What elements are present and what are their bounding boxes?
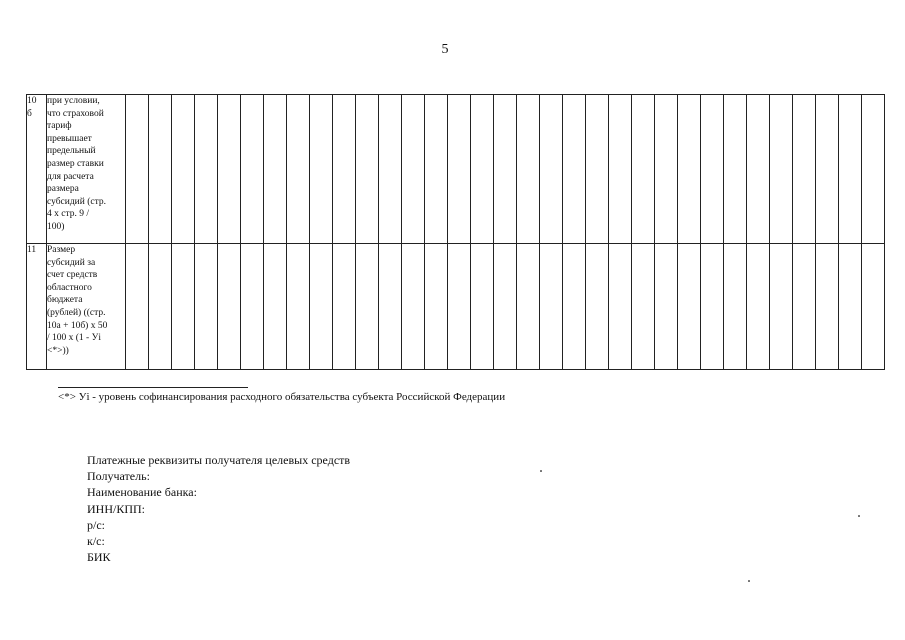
empty-cell <box>241 95 264 244</box>
empty-cell <box>862 95 885 244</box>
empty-cell <box>264 244 287 370</box>
empty-cell <box>609 95 632 244</box>
empty-cell <box>586 95 609 244</box>
empty-cell <box>195 95 218 244</box>
footnote-separator <box>58 387 248 388</box>
empty-cell <box>747 95 770 244</box>
empty-cell <box>448 95 471 244</box>
empty-cell <box>218 95 241 244</box>
row-number: 11 <box>27 245 37 255</box>
correspondent-account-label: к/с: <box>87 534 105 549</box>
empty-cell <box>149 244 172 370</box>
empty-cell <box>770 95 793 244</box>
bank-name-label: Наименование банка: <box>87 485 197 500</box>
row-number-cell <box>27 244 47 370</box>
empty-cell <box>195 244 218 370</box>
empty-cell <box>172 244 195 370</box>
table-row <box>27 244 885 370</box>
empty-cell <box>172 95 195 244</box>
empty-cell <box>517 95 540 244</box>
row-number-cell <box>27 95 47 244</box>
empty-cell <box>356 244 379 370</box>
empty-cell <box>701 95 724 244</box>
empty-cell <box>494 244 517 370</box>
empty-cell <box>724 95 747 244</box>
empty-cell <box>816 95 839 244</box>
empty-cell <box>402 244 425 370</box>
inn-kpp-label: ИНН/КПП: <box>87 501 146 516</box>
empty-cell <box>494 95 517 244</box>
row-description: при условии, что страховой тариф превышает предельный размер ставки для расчета размера субсидий (стр. 4 х стр. 9 / 100) <box>47 96 106 232</box>
empty-cell <box>793 95 816 244</box>
scan-speck <box>748 580 750 582</box>
empty-cell <box>149 95 172 244</box>
empty-cell <box>448 244 471 370</box>
empty-cell <box>241 244 264 370</box>
scan-speck <box>858 515 860 517</box>
empty-cell <box>816 244 839 370</box>
row-description: Размер субсидий за счет средств областного бюджета (рублей) ((стр. 10а + 10б) х 50 / 100 х (1 - Уi <*>)) <box>47 245 108 356</box>
empty-cell <box>609 244 632 370</box>
empty-cell <box>747 244 770 370</box>
empty-cell <box>333 95 356 244</box>
empty-cell <box>287 244 310 370</box>
empty-cell <box>540 95 563 244</box>
empty-cell <box>839 244 862 370</box>
table-row <box>27 95 885 244</box>
empty-cell <box>701 244 724 370</box>
empty-cell <box>379 244 402 370</box>
bik-label: БИК <box>87 550 111 565</box>
row-description-cell <box>47 244 126 370</box>
empty-cell <box>517 244 540 370</box>
empty-cell <box>632 244 655 370</box>
empty-cell <box>770 244 793 370</box>
payment-requisites <box>87 452 350 565</box>
empty-cell <box>218 244 241 370</box>
empty-cell <box>655 95 678 244</box>
page-number: 5 <box>441 42 449 57</box>
empty-cell <box>678 95 701 244</box>
empty-cell <box>655 244 678 370</box>
empty-cell <box>724 244 747 370</box>
recipient-label: Получатель: <box>87 469 150 484</box>
empty-cell <box>862 244 885 370</box>
empty-cell <box>333 244 356 370</box>
settlement-account-label: р/с: <box>87 517 105 532</box>
empty-cell <box>287 95 310 244</box>
row-description-cell <box>47 95 126 244</box>
empty-cell <box>586 244 609 370</box>
empty-cell <box>310 244 333 370</box>
empty-cell <box>126 95 149 244</box>
empty-cell <box>471 244 494 370</box>
empty-cell <box>425 95 448 244</box>
empty-cell <box>793 244 816 370</box>
empty-cell <box>264 95 287 244</box>
empty-cell <box>310 95 333 244</box>
empty-cell <box>356 95 379 244</box>
scan-speck <box>540 470 542 472</box>
requisites-heading: Платежные реквизиты получателя целевых средств <box>87 453 351 467</box>
empty-cell <box>540 244 563 370</box>
empty-cell <box>379 95 402 244</box>
empty-cell <box>425 244 448 370</box>
empty-cell <box>632 95 655 244</box>
footnote: <*> Уi - уровень софинансирования расходного обязательства субъекта Российской Федерации <box>58 391 506 403</box>
empty-cell <box>563 95 586 244</box>
empty-cell <box>126 244 149 370</box>
row-number: 10 б <box>27 96 37 119</box>
empty-cell <box>839 95 862 244</box>
empty-cell <box>471 95 494 244</box>
empty-cell <box>402 95 425 244</box>
empty-cell <box>678 244 701 370</box>
empty-cell <box>563 244 586 370</box>
data-table <box>26 94 885 370</box>
